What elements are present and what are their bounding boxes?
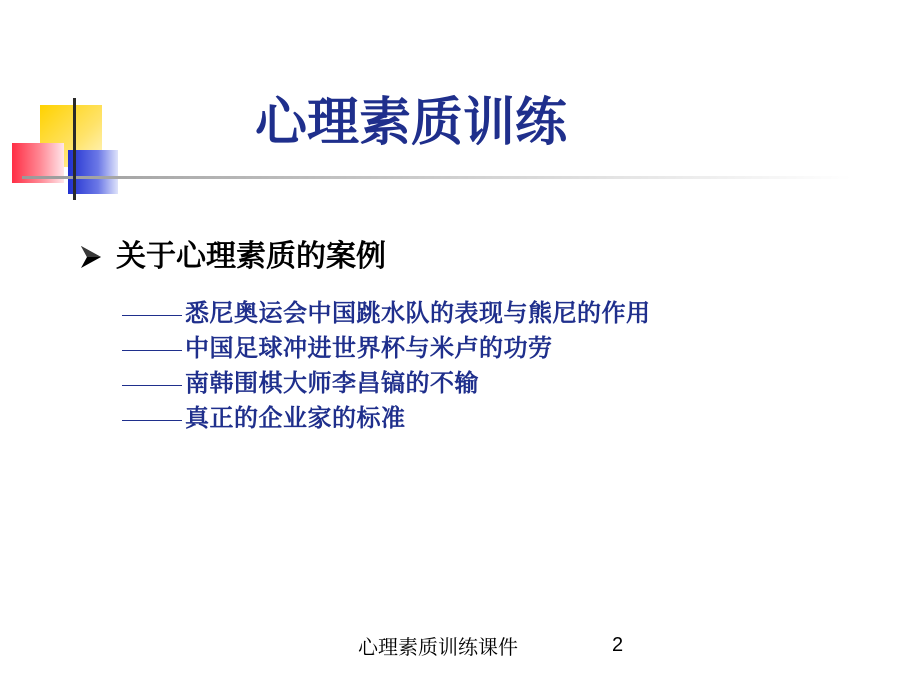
- footer-title: 心理素质训练课件: [358, 635, 518, 659]
- list-item: [122, 401, 651, 436]
- em-dash: [122, 350, 182, 351]
- list-item: [122, 366, 651, 401]
- vertical-rule: [73, 98, 76, 200]
- bullet-text: 关于心理素质的案例: [116, 239, 386, 274]
- list-item: [122, 331, 651, 366]
- em-dash: [122, 420, 182, 421]
- em-dash: [122, 315, 182, 316]
- list-item-text: 南韩围棋大师李昌镐的不输: [185, 369, 479, 397]
- main-bullet: [78, 233, 386, 281]
- em-dash: [122, 385, 182, 386]
- page-number: 2: [612, 634, 624, 656]
- list-item-text: 中国足球冲进世界杯与米卢的功劳: [185, 334, 553, 362]
- horizontal-rule: [22, 176, 852, 179]
- list-item-text: 悉尼奥运会中国跳水队的表现与熊尼的作用: [185, 299, 651, 327]
- arrowhead-bullet-icon: [78, 244, 104, 270]
- list-item-text: 真正的企业家的标准: [185, 404, 406, 432]
- slide-title: 心理素质训练: [255, 93, 568, 153]
- list-item: [122, 296, 651, 331]
- case-list: [122, 296, 651, 436]
